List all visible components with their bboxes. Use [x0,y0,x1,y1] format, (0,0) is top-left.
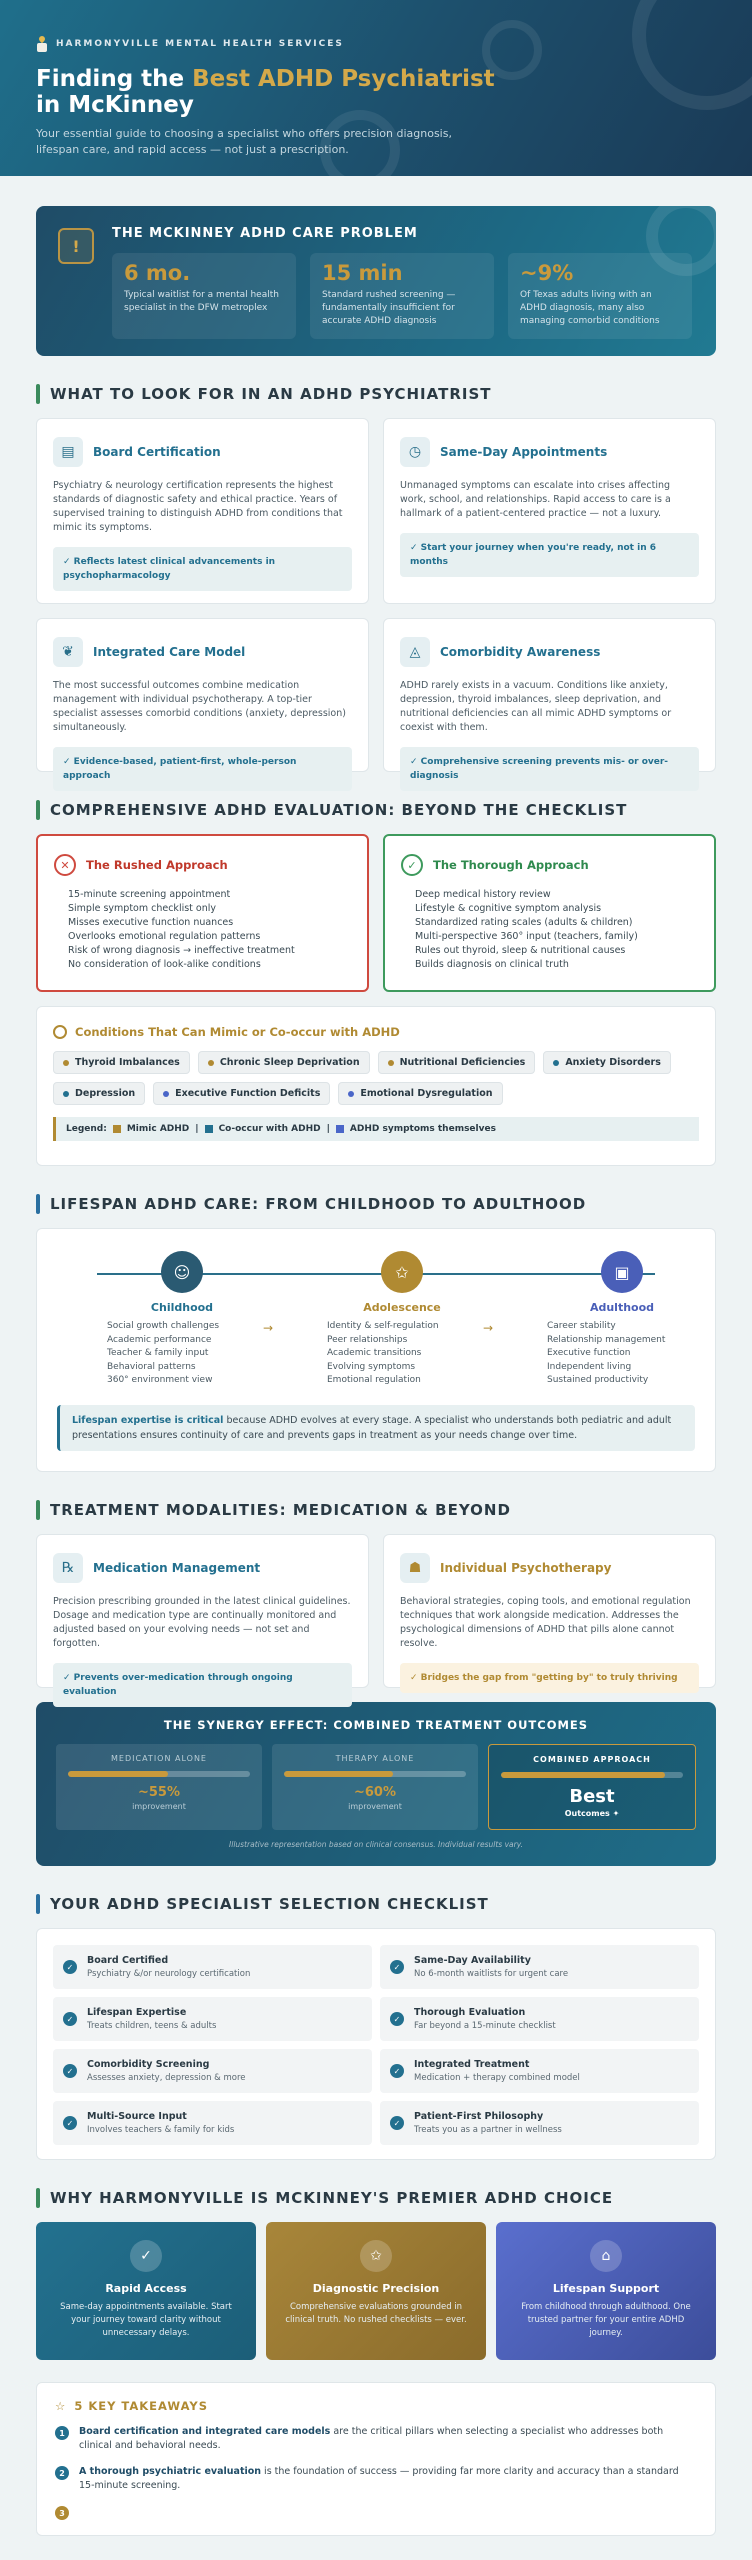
list-item: 15-minute screening appointment [68,889,231,900]
stage-title: Adolescence [363,1301,441,1314]
checklist-item [380,1945,699,1989]
why-card [496,2222,716,2360]
synergy-sub: improvement [132,1802,186,1811]
progress-fill [501,1772,665,1778]
list-item: No consideration of look-alike conditions [68,959,261,970]
list-item: Risk of wrong diagnosis → ineffective treatment [68,945,295,956]
decorative-ring [482,20,542,80]
synergy-label: COMBINED APPROACH [533,1755,651,1764]
condition-chips [53,1051,699,1105]
check-icon: ✓ [63,1960,77,1974]
lookfor-card [36,418,369,604]
checklist-item [53,2049,372,2093]
section-header [36,800,716,820]
stat-number: ~9% [520,261,574,285]
section-title: WHAT TO LOOK FOR IN AN ADHD PSYCHIATRIST [50,385,492,403]
lookfor-card [383,418,716,604]
stat-number: 6 mo. [124,261,191,285]
synergy-value: Best [569,1786,615,1807]
stage-item: Academic transitions [327,1348,422,1358]
card-title: Same-Day Appointments [440,445,608,459]
section-title: COMPREHENSIVE ADHD EVALUATION: BEYOND THE CHECKLIST [50,801,628,819]
section-title: LIFESPAN ADHD CARE: FROM CHILDHOOD TO ADULTHOOD [50,1195,587,1213]
why-title: Rapid Access [105,2282,187,2295]
checklist-sub: Treats you as a partner in wellness [414,2125,562,2135]
stat-card [310,253,494,339]
page-title [36,66,716,118]
synergy-title: THE SYNERGY EFFECT: COMBINED TREATMENT OUTCOMES [163,1718,589,1732]
check-icon: ✓ [63,2064,77,2078]
stage-item: Social growth challenges [107,1321,220,1331]
stage-item: Behavioral patterns [107,1361,196,1372]
hero-banner [0,0,752,176]
stage-item: Evolving symptoms [327,1361,416,1372]
legend-separator: | [195,1124,199,1134]
number-badge: 3 [55,2506,69,2520]
takeaway-text: is the foundation of success — providing far more clarity and accuracy than a standard 15-minute screening. [79,2466,679,2491]
stat-label: Of Texas adults living with an ADHD diagnosis, many also managing comorbid conditions [520,290,660,326]
takeaway-text: are the critical pillars when selecting a specialist who addresses both clinical and behavioral needs. [79,2426,664,2451]
checklist-sub: Psychiatry &/or neurology certification [87,1969,251,1979]
condition-chip: Emotional Dysregulation [338,1082,502,1105]
stage-item: Academic performance [107,1334,212,1345]
checklist-sub: Assesses anxiety, depression & more [87,2073,246,2083]
arrow-icon: → [483,1321,494,1335]
lookfor-grid [36,418,716,781]
synergy-disclaimer: Illustrative representation based on clinical consensus. Individual results vary. [229,1840,523,1849]
title-highlight: Best ADHD Psychiatrist [192,66,495,92]
condition-chip: Executive Function Deficits [153,1082,330,1105]
stage-adulthood [547,1251,697,1388]
problem-title: THE MCKINNEY ADHD CARE PROBLEM [112,226,418,241]
page-subtitle: Your essential guide to choosing a specialist who offers precision diagnosis, lifespan care, and rapid access — not just a prescription. [36,127,452,156]
condition-chip: Anxiety Disorders [543,1051,671,1074]
takeaway-bold: A thorough psychiatric evaluation [79,2466,262,2477]
warning-icon [58,228,94,264]
card-note: ✓ Prevents over-medication through ongoing evaluation [53,1663,352,1707]
stage-title: Adulthood [589,1301,655,1314]
list-item: Misses executive function nuances [68,917,234,928]
card-note: ✓ Reflects latest clinical advancements in psychopharmacology [53,547,352,591]
stage-item: Emotional regulation [327,1375,421,1385]
section-title: YOUR ADHD SPECIALIST SELECTION CHECKLIST [50,1895,489,1913]
synergy-item [56,1744,262,1830]
clock-icon [53,1025,67,1039]
check-icon: ✓ [401,854,423,876]
title-part: Finding the [36,66,193,92]
star-icon: ✩ [360,2240,392,2272]
card-note: ✓ Comprehensive screening prevents mis- or over-diagnosis [400,747,699,791]
synergy-value: ~60% [353,1785,396,1800]
treatment-card [36,1534,369,1697]
decorative-ring [320,110,400,176]
progress-fill [68,1771,168,1777]
synergy-sub: improvement [348,1802,402,1811]
condition-chip: Chronic Sleep Deprivation [198,1051,370,1074]
stat-card [112,253,296,339]
star-icon: ✩ [381,1251,423,1293]
note-bold: Lifespan expertise is critical [72,1415,224,1426]
list-item: Deep medical history review [415,889,551,900]
stage-item: Executive function [547,1348,631,1358]
panel-title: Conditions That Can Mimic or Co-occur with ADHD [75,1025,400,1039]
checklist-item [53,1945,372,1989]
lifespan-note [57,1405,695,1451]
box-title: The Thorough Approach [433,858,589,872]
takeaway-bold: Board certification and integrated care models [79,2426,331,2437]
integrated-icon: ❦ [53,637,83,667]
checklist-title: Integrated Treatment [414,2059,530,2070]
section-title: TREATMENT MODALITIES: MEDICATION & BEYOND [50,1501,511,1519]
card-body: Unmanaged symptoms can escalate into crises affecting work, school, and relationships. Rapid access to care is a hallmark of a patient-centered practice — not a luxury. [400,480,671,519]
list-item: Standardized rating scales (adults & children) [415,917,633,928]
stage-item: Identity & self-regulation [327,1321,439,1331]
check-icon: ✓ [390,2116,404,2130]
checklist-title: Lifespan Expertise [87,2007,187,2018]
box-title: The Rushed Approach [86,858,228,872]
stat-number: 15 min [322,261,403,285]
evaluation-compare [36,834,716,992]
list-item: Multi-perspective 360° input (teachers, family) [415,931,638,942]
brand-name: HARMONYVILLE MENTAL HEALTH SERVICES [56,39,344,49]
lifespan-panel [36,1228,716,1472]
card-body: Psychiatry & neurology certification represents the highest standards of diagnostic safety and ethical practice. Years of supervised training to distinguish ADHD from conditions that mimic its symptoms. [53,480,343,533]
card-title: Comorbidity Awareness [440,645,601,659]
legend [53,1117,699,1141]
takeaway-item [55,2505,697,2520]
briefcase-icon: ▣ [601,1251,643,1293]
stage-childhood [107,1251,257,1388]
number-badge: 2 [55,2466,69,2480]
stage-item: Teacher & family input [107,1348,209,1358]
list-item: Builds diagnosis on clinical truth [415,959,569,970]
stage-title: Childhood [150,1301,214,1314]
checklist-item [53,2101,372,2145]
check-icon: ✓ [390,1960,404,1974]
takeaways-title: 5 KEY TAKEAWAYS [74,2399,208,2413]
check-icon: ✓ [63,2012,77,2026]
legend-item: Co-occur with ADHD [218,1124,321,1134]
lookfor-card [36,618,369,781]
card-body: ADHD rarely exists in a vacuum. Conditions like anxiety, depression, thyroid imbalances, sleep deprivation, and nutritional deficiencies can all mimic ADHD symptoms or coexist with them. [400,680,672,733]
stage-item: Career stability [547,1321,616,1331]
check-icon: ✓ [390,2012,404,2026]
card-body: The most successful outcomes combine medication management with individual psychotherapy. A top-tier specialist assesses comorbid conditions (anxiety, depression) simultaneously. [53,680,346,733]
why-title: Diagnostic Precision [312,2282,440,2295]
stat-label: Standard rushed screening — fundamentally insufficient for accurate ADHD diagnosis [322,290,456,326]
close-icon: ✕ [54,854,76,876]
stage-item: Sustained productivity [547,1375,649,1385]
section-header [36,384,716,404]
card-note: ✓ Evidence-based, patient-first, whole-person approach [53,747,352,791]
takeaway-item [55,2425,697,2453]
therapy-icon: ☗ [400,1553,430,1583]
list-item: Lifestyle & cognitive symptom analysis [415,903,602,914]
list-item: Simple symptom checklist only [68,903,217,914]
number-badge: 1 [55,2426,69,2440]
legend-item: Mimic ADHD [126,1124,190,1134]
card-title: Medication Management [93,1561,261,1575]
why-body: Same-day appointments available. Start your journey toward clarity without unnecessary delays. [60,2302,232,2338]
takeaway-item [55,2465,697,2493]
legend-item: ADHD symptoms themselves [349,1124,496,1134]
treatment-grid [36,1534,716,1697]
checklist-title: Comorbidity Screening [87,2059,210,2070]
why-card [36,2222,256,2360]
condition-chip: Depression [53,1082,145,1105]
synergy-item [272,1744,478,1830]
note-text: because ADHD evolves at every stage. A specialist who understands both pediatric and adult presentations ensures continuity of care and prevents gaps in treatment as your needs change over time. [72,1415,672,1441]
child-icon: ☺ [161,1251,203,1293]
checklist-title: Thorough Evaluation [414,2007,526,2018]
synergy-panel [36,1702,716,1866]
stage-item: Peer relationships [327,1334,408,1345]
arrow-icon: → [263,1321,274,1335]
checklist-item [380,2049,699,2093]
title-part: in McKinney [36,92,194,118]
card-title: Board Certification [93,445,221,459]
checklist-title: Multi-Source Input [87,2111,187,2122]
card-body: Precision prescribing grounded in the latest clinical guidelines. Dosage and medication type are continually monitored and adjusted based on your evolving needs — not set and forgotten. [53,1596,351,1649]
card-note: ✓ Bridges the gap from "getting by" to truly thriving [400,1663,699,1693]
star-icon: ☆ [55,2399,67,2413]
check-icon: ✓ [390,2064,404,2078]
lock-icon: ⌂ [590,2240,622,2272]
checklist-title: Patient-First Philosophy [414,2111,544,2122]
why-cards [36,2222,716,2360]
list-item: Overlooks emotional regulation patterns [68,931,261,942]
list-item: Rules out thyroid, sleep & nutritional causes [415,945,626,956]
certificate-icon: ▤ [53,437,83,467]
checklist-item [380,2101,699,2145]
prescription-icon: ℞ [53,1553,83,1583]
synergy-label: THERAPY ALONE [335,1754,415,1763]
card-title: Integrated Care Model [93,645,246,659]
why-body: Comprehensive evaluations grounded in clinical truth. No rushed checklists — ever. [285,2302,467,2325]
mimic-conditions-panel [36,1006,716,1166]
checklist-sub: No 6-month waitlists for urgent care [414,1969,569,1979]
synergy-label: MEDICATION ALONE [111,1754,207,1763]
checklist-sub: Far beyond a 15-minute checklist [414,2021,556,2031]
card-note: ✓ Start your journey when you're ready, not in 6 months [400,533,699,577]
lookfor-card [383,618,716,781]
section-header [36,1894,716,1914]
treatment-card [383,1534,716,1688]
synergy-item-best [488,1744,696,1830]
stage-adolescence [327,1251,477,1388]
synergy-value: ~55% [137,1785,180,1800]
takeaways-panel [36,2382,716,2536]
stage-item: Relationship management [547,1334,666,1345]
check-circle-icon: ✓ [130,2240,162,2272]
section-header [36,1500,716,1520]
stat-label: Typical waitlist for a mental health specialist in the DFW metroplex [124,290,279,313]
card-title: Individual Psychotherapy [440,1561,612,1575]
rushed-approach-box [36,834,369,992]
why-card [266,2222,486,2360]
card-body: Behavioral strategies, coping tools, and emotional regulation techniques that work alongside medication. Addresses the psychological dimensions of ADHD that pills alone cannot resolve. [400,1596,691,1649]
problem-panel [36,206,716,356]
synergy-sub: Outcomes ✦ [564,1809,620,1818]
legend-separator: | [326,1124,330,1134]
section-header [36,2188,716,2208]
warning-glyph: ! [72,236,80,256]
section-header [36,1194,716,1214]
legend-prefix: Legend: [66,1124,107,1134]
stage-item: 360° environment view [107,1375,213,1385]
stage-item: Independent living [547,1361,632,1372]
checklist-title: Board Certified [87,1955,169,1966]
why-body: From childhood through adulthood. One trusted partner for your entire ADHD journey. [521,2302,691,2338]
problem-stats [112,253,692,339]
checklist-sub: Medication + therapy combined model [414,2073,580,2083]
checklist-item [53,1997,372,2041]
brand [36,36,716,52]
selection-checklist [36,1928,716,2160]
checklist-title: Same-Day Availability [414,1955,531,1966]
check-icon: ✓ [63,2116,77,2130]
section-title: WHY HARMONYVILLE IS MCKINNEY'S PREMIER ADHD CHOICE [50,2189,614,2207]
checklist-sub: Treats children, teens & adults [87,2021,217,2031]
why-title: Lifespan Support [552,2282,660,2295]
checklist-item [380,1997,699,2041]
progress-fill [284,1771,393,1777]
candle-icon [36,36,48,52]
thorough-approach-box [383,834,716,992]
clock-icon: ◷ [400,437,430,467]
checklist-sub: Involves teachers & family for kids [87,2125,235,2135]
comorbidity-icon: ◬ [400,637,430,667]
condition-chip: Thyroid Imbalances [53,1051,190,1074]
condition-chip: Nutritional Deficiencies [378,1051,536,1074]
